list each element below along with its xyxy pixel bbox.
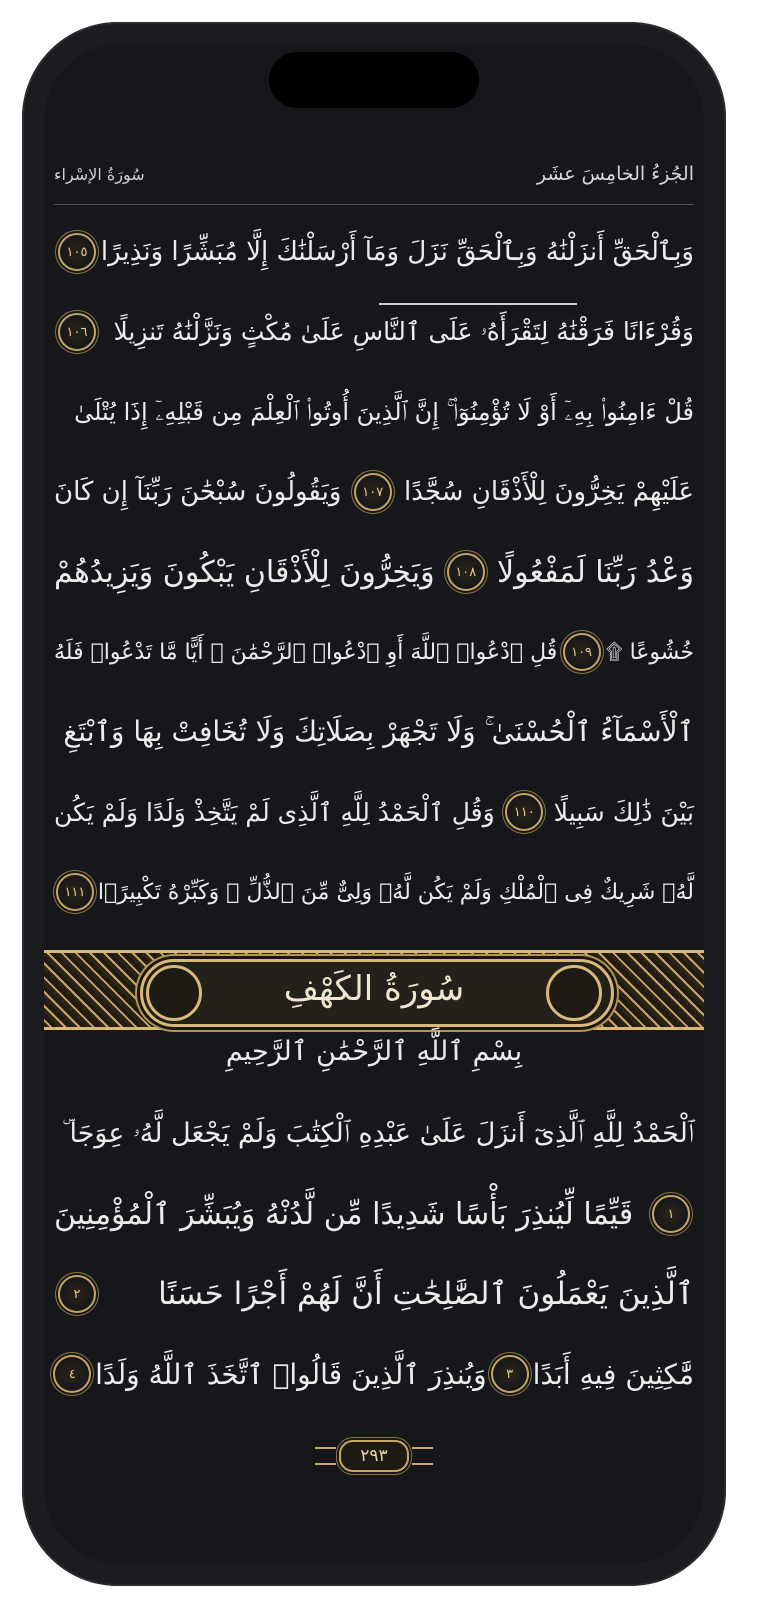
- ayah-number-marker[interactable]: ١١١: [56, 873, 94, 911]
- ayah-number-marker[interactable]: ١٠٨: [447, 553, 485, 591]
- verse-text: ٱلْأَسْمَآءُ ٱلْحُسْنَىٰ ۚ وَلَا تَجْهَرْ بِصَلَاتِكَ وَلَا تُخَافِتْ بِهَا وَٱبْتَغِ: [63, 715, 694, 748]
- verse-line[interactable]: [54, 372, 694, 452]
- verse-line[interactable]: [54, 532, 694, 612]
- verse-text: قُلْ ءَامِنُوا۟ بِهِۦٓ أَوْ لَا تُؤْمِنُوٓا۟ ۚ إِنَّ ٱلَّذِينَ أُوتُوا۟ ٱلْعِلْمَ مِن قَبْلِهِۦٓ إِذَا يُتْلَىٰ: [74, 398, 694, 426]
- ayah-number-marker[interactable]: ١٠٧: [354, 473, 392, 511]
- verse-line[interactable]: [54, 1174, 694, 1254]
- verse-line[interactable]: [54, 1094, 694, 1174]
- ornament-right: [412, 1447, 433, 1465]
- mushaf-page[interactable]: [44, 44, 704, 1564]
- surah-title: سُورَةُ الكَهْفِ: [283, 969, 465, 1009]
- verse-text: وَقُرْءَانًا فَرَقْنَٰهُ لِتَقْرَأَهُۥ عَلَى ٱلنَّاسِ عَلَىٰ مُكْثٍ وَنَزَّلْنَٰهُ تَنزِيلًا: [113, 317, 694, 346]
- verse-text: ٱلْحَمْدُ لِلَّهِ ٱلَّذِىٓ أَنزَلَ عَلَىٰ عَبْدِهِ ٱلْكِتَٰبَ وَلَمْ يَجْعَل لَّهُۥ عِوَجَا ۜ: [62, 1118, 694, 1149]
- verse-text: خُشُوعًا ۩: [605, 639, 694, 665]
- verse-text: وَيَخِرُّونَ لِلْأَذْقَانِ يَبْكُونَ وَيَزِيدُهُمْ: [54, 554, 435, 590]
- verse-text: لَّهُۥ شَرِيكٌ فِى ٱلْمُلْكِ وَلَمْ يَكُن لَّهُۥ وَلِىٌّ مِّنَ ٱلذُّلِّ ۖ وَكَبِّرْهُ تَكْبِيرًۢا: [97, 879, 694, 905]
- verse-text: وَقُلِ ٱلْحَمْدُ لِلَّهِ ٱلَّذِى لَمْ يَتَّخِذْ وَلَدًا وَلَمْ يَكُن: [54, 797, 495, 827]
- ayah-number-marker[interactable]: ٣: [491, 1355, 529, 1393]
- page-number-ornament: [312, 1437, 436, 1475]
- verse-text: وَيَقُولُونَ سُبْحَٰنَ رَبِّنَآ إِن كَانَ: [54, 477, 342, 507]
- basmala: بِسْمِ ٱللَّهِ ٱلرَّحْمَٰنِ ٱلرَّحِيمِ: [225, 1036, 523, 1067]
- verse-text: وَيُنذِرَ ٱلَّذِينَ قَالُوا۟ ٱتَّخَذَ ٱللَّهُ وَلَدًا: [95, 1357, 487, 1391]
- phone-frame: [22, 22, 726, 1586]
- surah-name-label: سُورَةُ الإسْراء: [54, 164, 145, 184]
- verse-line[interactable]: [54, 612, 694, 692]
- ayah-number-marker[interactable]: ١٠٩: [563, 633, 601, 671]
- page-number: ٢٩٣: [339, 1440, 409, 1472]
- verse-text: وَعْدُ رَبِّنَا لَمَفْعُولًا: [497, 554, 694, 590]
- verse-text: وَبِٱلْحَقِّ أَنزَلْنَٰهُ وَبِٱلْحَقِّ نَزَلَ وَمَآ أَرْسَلْنَٰكَ إِلَّا مُبَشِّرًا وَنَذِيرًا: [100, 237, 694, 267]
- verse-line[interactable]: [54, 292, 694, 372]
- verse-line[interactable]: [54, 852, 694, 932]
- ayah-number-marker[interactable]: ١٠٥: [58, 233, 96, 271]
- verse-line[interactable]: [54, 692, 694, 772]
- header-divider: [54, 204, 694, 205]
- verse-text: بَيْنَ ذَٰلِكَ سَبِيلًا: [553, 797, 694, 827]
- verse-text: قُلِ ٱدْعُوا۟ ٱللَّهَ أَوِ ٱدْعُوا۟ ٱلرَّحْمَٰنَ ۖ أَيًّا مَّا تَدْعُوا۟ فَلَهُ: [54, 639, 558, 665]
- sajda-overline: [379, 303, 577, 305]
- ayah-number-marker[interactable]: ٢: [58, 1275, 96, 1313]
- verse-line[interactable]: [54, 212, 694, 292]
- isra-verses: [54, 212, 694, 932]
- ornament-left: [315, 1447, 336, 1465]
- ayah-number-marker[interactable]: ٤: [53, 1355, 91, 1393]
- ayah-number-marker[interactable]: ١: [652, 1195, 690, 1233]
- verse-text: قَيِّمًا لِّيُنذِرَ بَأْسًا شَدِيدًا مِّن لَّدُنْهُ وَيُبَشِّرَ ٱلْمُؤْمِنِينَ: [54, 1196, 634, 1232]
- dynamic-island: [269, 52, 479, 108]
- verse-text: ٱلَّذِينَ يَعْمَلُونَ ٱلصَّٰلِحَٰتِ أَنَّ لَهُمْ أَجْرًا حَسَنًا: [158, 1276, 694, 1312]
- verse-line[interactable]: [54, 772, 694, 852]
- page-header: [54, 154, 694, 194]
- verse-text: مَّٰكِثِينَ فِيهِ أَبَدًا: [532, 1357, 694, 1391]
- verse-line[interactable]: [54, 452, 694, 532]
- juz-label: الجُزءُ الخامِسَ عشَر: [536, 163, 694, 185]
- verse-line[interactable]: [54, 1254, 694, 1334]
- surah-header-banner: [44, 950, 704, 1030]
- ayah-number-marker[interactable]: ١١٠: [505, 793, 543, 831]
- verse-text: عَلَيْهِمْ يَخِرُّونَ لِلْأَذْقَانِ سُجَّدًا: [404, 477, 694, 507]
- kahf-verses: [54, 1094, 694, 1414]
- verse-line[interactable]: [54, 1334, 694, 1414]
- ayah-number-marker[interactable]: ١٠٦: [58, 313, 96, 351]
